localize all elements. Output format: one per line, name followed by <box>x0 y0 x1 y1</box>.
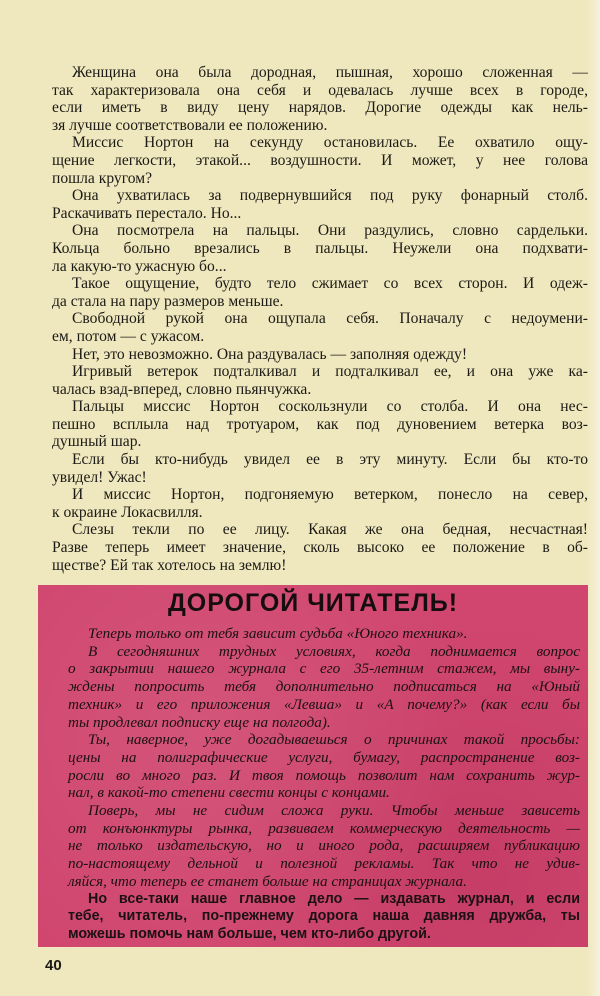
text-line: так характеризовала она себя и одевалась лучше всех в городе, <box>52 81 588 99</box>
text-line: ляйся, что теперь ее станет больше на страницах журнала. <box>68 872 467 890</box>
text-line: Раскачивать перестало. Но... <box>52 204 242 222</box>
text-line: пешно всплыла над тротуаром, как под дуновением ветерка воз- <box>52 415 588 433</box>
paragraph <box>68 625 580 643</box>
text-line: Поверь, мы не сидим сложа руки. Чтобы меньше зависеть <box>88 802 580 820</box>
text-line: не только издательскую, но и иного рода, расширяем публикацию <box>68 837 580 855</box>
text-line: Она посмотрела на пальцы. Они раздулись, словно сардельки. <box>72 222 588 240</box>
text-line: Разве теперь имеет значение, сколь высоко ее положение в об- <box>52 539 588 557</box>
paragraph <box>52 64 588 134</box>
paragraph <box>52 486 588 521</box>
text-line: Игривый ветерок подталкивал и подталкивал ее, и она уже ка- <box>72 363 588 381</box>
text-line: Женщина она была дородная, пышная, хорошо сложенная — <box>72 64 588 81</box>
text-line: Кольца больно врезались в пальцы. Неужели она подхвати- <box>52 239 588 257</box>
text-line: по-настоящему дельной и полезной рекламы. Так что не удив- <box>68 855 580 873</box>
text-line: да стала на пару размеров меньше. <box>52 292 284 310</box>
paragraph <box>52 310 588 345</box>
reader-notice-box <box>38 585 588 947</box>
paragraph <box>68 731 580 802</box>
text-line: душный шар. <box>52 433 142 451</box>
text-line: щение легкости, этакой... воздушности. И может, у нее голова <box>52 151 588 169</box>
notice-body <box>68 625 580 944</box>
text-line: к окраине Локасвилля. <box>52 503 203 521</box>
text-line: если иметь в виду цену нарядов. Дорогие одежды как нель- <box>52 99 588 117</box>
paragraph <box>52 275 588 310</box>
text-line: росли во много раз. И твоя помощь позволит нам сохранить жур- <box>68 766 580 784</box>
text-line: тебе, читатель, по-прежнему дорога наша давняя дружба, ты <box>68 908 580 925</box>
paragraph <box>52 451 588 486</box>
paragraph <box>68 802 580 891</box>
text-line: Она ухватилась за подвернувшийся под руку фонарный столб. <box>72 187 588 205</box>
paragraph <box>68 643 580 732</box>
text-line: чалась взад-вперед, словно пьянчужка. <box>52 380 312 398</box>
page-number: 40 <box>45 957 62 974</box>
text-line: можешь помочь нам больше, чем кто-либо другой. <box>68 925 431 942</box>
notice-title: ДОРОГОЙ ЧИТАТЕЛЬ! <box>167 589 459 617</box>
text-line: ла какую-то ужасную бо... <box>52 257 227 275</box>
paragraph <box>52 363 588 398</box>
text-line: В сегодняшних трудных условиях, когда поднимается вопрос <box>88 642 580 660</box>
paragraph <box>52 398 588 451</box>
text-line: ты продлевал подписку еще на полгода). <box>68 713 331 731</box>
text-line: нал, в какой-то степени свести концы с концами. <box>68 784 390 802</box>
text-line: Если бы кто-нибудь увидел ее в эту минуту. Если бы кто-то <box>72 451 588 469</box>
text-line: цены на полиграфические услуги, бумагу, распространение воз- <box>68 748 580 766</box>
text-line: Пальцы миссис Нортон соскользнули со столба. И она нес- <box>72 398 588 416</box>
text-line: техник» и его приложения «Левша» и «А почему?» (как если бы <box>68 695 580 713</box>
text-line: Нет, это невозможно. Она раздувалась — заполняя одежду! <box>72 345 468 363</box>
text-line: ем, потом — с ужасом. <box>52 327 205 345</box>
text-line: Такое ощущение, будто тело сжимает со всех сторон. И одеж- <box>72 275 588 293</box>
paragraph <box>52 187 588 222</box>
paragraph <box>52 346 588 364</box>
text-line: Но все-таки наше главное дело — издавать журнал, и если <box>88 890 580 907</box>
text-line: Теперь только от тебя зависит судьба «Юного техника». <box>88 625 468 642</box>
story-text <box>52 64 588 574</box>
page-edge <box>586 0 600 996</box>
text-line: Миссис Нортон на секунду остановилась. Ее охватило ощу- <box>72 134 588 152</box>
text-line: ждены попросить тебя дополнительно подписаться на «Юный <box>68 678 580 696</box>
text-line: о закрытии нашего журнала с его 35-летним стажем, мы выну- <box>68 660 580 678</box>
text-line: Ты, наверное, уже догадываешься о причинах такой просьбы: <box>88 731 580 749</box>
text-line: зя лучше соответствовали ее положению. <box>52 116 328 134</box>
text-line: Свободной рукой она ощупала себя. Поначалу с недоумени- <box>72 310 588 328</box>
paragraph <box>52 134 588 187</box>
text-line: увидел! Ужас! <box>52 468 147 486</box>
text-line: И миссис Нортон, подгоняемую ветерком, понесло на север, <box>72 486 588 504</box>
text-line: пошла кругом? <box>52 169 153 187</box>
text-line: от конъюнктуры рынка, развиваем коммерческую деятельность — <box>68 819 580 837</box>
closing-paragraph <box>68 891 580 944</box>
text-line: Слезы текли по ее лицу. Какая же она бедная, несчастная! <box>72 521 588 539</box>
text-line: ществе? Ей так хотелось на землю! <box>52 556 287 574</box>
paragraph <box>52 521 588 574</box>
paragraph <box>52 222 588 275</box>
